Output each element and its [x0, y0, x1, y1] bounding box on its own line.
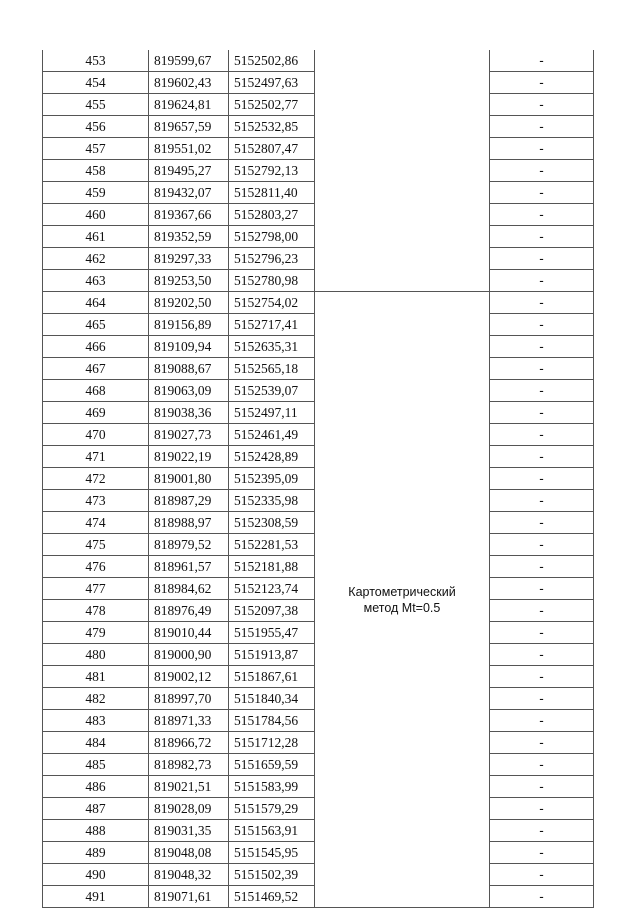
note-cell: - — [490, 732, 594, 754]
note-cell: - — [490, 314, 594, 336]
x-coordinate-cell: 819048,08 — [149, 842, 229, 864]
point-number-cell: 472 — [43, 468, 149, 490]
x-coordinate-cell: 819599,67 — [149, 50, 229, 72]
point-number-cell: 477 — [43, 578, 149, 600]
point-number-cell: 456 — [43, 116, 149, 138]
point-number-cell: 475 — [43, 534, 149, 556]
y-coordinate-cell: 5152308,59 — [229, 512, 315, 534]
y-coordinate-cell: 5152395,09 — [229, 468, 315, 490]
table-row — [43, 50, 594, 72]
method-cell-empty — [315, 270, 490, 292]
point-number-cell: 476 — [43, 556, 149, 578]
note-cell: - — [490, 116, 594, 138]
y-coordinate-cell: 5152539,07 — [229, 380, 315, 402]
x-coordinate-cell: 819048,32 — [149, 864, 229, 886]
note-cell: - — [490, 710, 594, 732]
x-coordinate-cell: 819432,07 — [149, 182, 229, 204]
x-coordinate-cell: 819367,66 — [149, 204, 229, 226]
note-cell: - — [490, 336, 594, 358]
point-number-cell: 453 — [43, 50, 149, 72]
note-cell: - — [490, 182, 594, 204]
note-cell: - — [490, 248, 594, 270]
note-cell: - — [490, 446, 594, 468]
y-coordinate-cell: 5151955,47 — [229, 622, 315, 644]
point-number-cell: 486 — [43, 776, 149, 798]
point-number-cell: 471 — [43, 446, 149, 468]
x-coordinate-cell: 819657,59 — [149, 116, 229, 138]
point-number-cell: 462 — [43, 248, 149, 270]
x-coordinate-cell: 819602,43 — [149, 72, 229, 94]
y-coordinate-cell: 5152281,53 — [229, 534, 315, 556]
note-cell: - — [490, 402, 594, 424]
y-coordinate-cell: 5152796,23 — [229, 248, 315, 270]
note-cell: - — [490, 270, 594, 292]
x-coordinate-cell: 819156,89 — [149, 314, 229, 336]
point-number-cell: 466 — [43, 336, 149, 358]
y-coordinate-cell: 5151840,34 — [229, 688, 315, 710]
method-cell-empty — [315, 226, 490, 248]
point-number-cell: 468 — [43, 380, 149, 402]
method-cell-empty — [315, 248, 490, 270]
point-number-cell: 457 — [43, 138, 149, 160]
point-number-cell: 463 — [43, 270, 149, 292]
table-row — [43, 182, 594, 204]
note-cell: - — [490, 644, 594, 666]
y-coordinate-cell: 5152502,86 — [229, 50, 315, 72]
x-coordinate-cell: 819624,81 — [149, 94, 229, 116]
y-coordinate-cell: 5151913,87 — [229, 644, 315, 666]
point-number-cell: 480 — [43, 644, 149, 666]
y-coordinate-cell: 5152097,38 — [229, 600, 315, 622]
method-cell-empty — [315, 160, 490, 182]
table-row — [43, 248, 594, 270]
note-cell: - — [490, 94, 594, 116]
y-coordinate-cell: 5152565,18 — [229, 358, 315, 380]
note-cell: - — [490, 490, 594, 512]
point-number-cell: 482 — [43, 688, 149, 710]
table-row — [43, 226, 594, 248]
note-cell: - — [490, 886, 594, 908]
point-number-cell: 491 — [43, 886, 149, 908]
x-coordinate-cell: 818961,57 — [149, 556, 229, 578]
point-number-cell: 484 — [43, 732, 149, 754]
y-coordinate-cell: 5152532,85 — [229, 116, 315, 138]
point-number-cell: 464 — [43, 292, 149, 314]
x-coordinate-cell: 819297,33 — [149, 248, 229, 270]
x-coordinate-cell: 818971,33 — [149, 710, 229, 732]
point-number-cell: 489 — [43, 842, 149, 864]
note-cell: - — [490, 556, 594, 578]
point-number-cell: 467 — [43, 358, 149, 380]
point-number-cell: 460 — [43, 204, 149, 226]
note-cell: - — [490, 578, 594, 600]
note-cell: - — [490, 776, 594, 798]
x-coordinate-cell: 818988,97 — [149, 512, 229, 534]
point-number-cell: 454 — [43, 72, 149, 94]
table-row — [43, 160, 594, 182]
x-coordinate-cell: 819002,12 — [149, 666, 229, 688]
method-cell — [315, 292, 490, 908]
point-number-cell: 487 — [43, 798, 149, 820]
note-cell: - — [490, 292, 594, 314]
x-coordinate-cell: 819021,51 — [149, 776, 229, 798]
table-row — [43, 292, 594, 314]
note-cell: - — [490, 842, 594, 864]
point-number-cell: 478 — [43, 600, 149, 622]
note-cell: - — [490, 226, 594, 248]
x-coordinate-cell: 819109,94 — [149, 336, 229, 358]
x-coordinate-cell: 819063,09 — [149, 380, 229, 402]
y-coordinate-cell: 5151712,28 — [229, 732, 315, 754]
x-coordinate-cell: 818987,29 — [149, 490, 229, 512]
y-coordinate-cell: 5152717,41 — [229, 314, 315, 336]
method-label-line-1: Картометрический — [348, 584, 456, 599]
point-number-cell: 483 — [43, 710, 149, 732]
x-coordinate-cell: 819028,09 — [149, 798, 229, 820]
x-coordinate-cell: 819038,36 — [149, 402, 229, 424]
y-coordinate-cell: 5151563,91 — [229, 820, 315, 842]
note-cell: - — [490, 622, 594, 644]
y-coordinate-cell: 5152428,89 — [229, 446, 315, 468]
y-coordinate-cell: 5152811,40 — [229, 182, 315, 204]
x-coordinate-cell: 819495,27 — [149, 160, 229, 182]
y-coordinate-cell: 5151579,29 — [229, 798, 315, 820]
note-cell: - — [490, 204, 594, 226]
x-coordinate-cell: 818984,62 — [149, 578, 229, 600]
method-cell-empty — [315, 204, 490, 226]
table-row — [43, 204, 594, 226]
method-cell-empty — [315, 94, 490, 116]
table-row — [43, 116, 594, 138]
point-number-cell: 488 — [43, 820, 149, 842]
note-cell: - — [490, 754, 594, 776]
y-coordinate-cell: 5151659,59 — [229, 754, 315, 776]
method-label-line-2: метод Mt=0.5 — [363, 600, 441, 615]
note-cell: - — [490, 666, 594, 688]
x-coordinate-cell: 819071,61 — [149, 886, 229, 908]
x-coordinate-cell: 819000,90 — [149, 644, 229, 666]
y-coordinate-cell: 5152181,88 — [229, 556, 315, 578]
x-coordinate-cell: 819027,73 — [149, 424, 229, 446]
y-coordinate-cell: 5151583,99 — [229, 776, 315, 798]
y-coordinate-cell: 5151469,52 — [229, 886, 315, 908]
method-cell-empty — [315, 116, 490, 138]
note-cell: - — [490, 468, 594, 490]
y-coordinate-cell: 5151784,56 — [229, 710, 315, 732]
table-row — [43, 72, 594, 94]
x-coordinate-cell: 818997,70 — [149, 688, 229, 710]
point-number-cell: 490 — [43, 864, 149, 886]
y-coordinate-cell: 5152461,49 — [229, 424, 315, 446]
point-number-cell: 481 — [43, 666, 149, 688]
note-cell: - — [490, 160, 594, 182]
x-coordinate-cell: 818979,52 — [149, 534, 229, 556]
note-cell: - — [490, 512, 594, 534]
point-number-cell: 473 — [43, 490, 149, 512]
note-cell: - — [490, 534, 594, 556]
y-coordinate-cell: 5151867,61 — [229, 666, 315, 688]
x-coordinate-cell: 819010,44 — [149, 622, 229, 644]
coordinates-table-body — [43, 50, 594, 908]
x-coordinate-cell: 819088,67 — [149, 358, 229, 380]
x-coordinate-cell: 819022,19 — [149, 446, 229, 468]
point-number-cell: 459 — [43, 182, 149, 204]
y-coordinate-cell: 5151545,95 — [229, 842, 315, 864]
point-number-cell: 465 — [43, 314, 149, 336]
note-cell: - — [490, 72, 594, 94]
point-number-cell: 461 — [43, 226, 149, 248]
point-number-cell: 485 — [43, 754, 149, 776]
point-number-cell: 455 — [43, 94, 149, 116]
method-cell-empty — [315, 50, 490, 72]
table-row — [43, 138, 594, 160]
point-number-cell: 479 — [43, 622, 149, 644]
x-coordinate-cell: 819202,50 — [149, 292, 229, 314]
y-coordinate-cell: 5152807,47 — [229, 138, 315, 160]
note-cell: - — [490, 138, 594, 160]
y-coordinate-cell: 5152497,11 — [229, 402, 315, 424]
y-coordinate-cell: 5152123,74 — [229, 578, 315, 600]
x-coordinate-cell: 819352,59 — [149, 226, 229, 248]
point-number-cell: 469 — [43, 402, 149, 424]
note-cell: - — [490, 600, 594, 622]
note-cell: - — [490, 820, 594, 842]
y-coordinate-cell: 5152635,31 — [229, 336, 315, 358]
y-coordinate-cell: 5152754,02 — [229, 292, 315, 314]
y-coordinate-cell: 5152798,00 — [229, 226, 315, 248]
y-coordinate-cell: 5152497,63 — [229, 72, 315, 94]
note-cell: - — [490, 864, 594, 886]
y-coordinate-cell: 5152792,13 — [229, 160, 315, 182]
point-number-cell: 470 — [43, 424, 149, 446]
point-number-cell: 458 — [43, 160, 149, 182]
x-coordinate-cell: 819253,50 — [149, 270, 229, 292]
note-cell: - — [490, 380, 594, 402]
method-cell-empty — [315, 72, 490, 94]
y-coordinate-cell: 5152335,98 — [229, 490, 315, 512]
note-cell: - — [490, 50, 594, 72]
table-row — [43, 94, 594, 116]
method-cell-empty — [315, 138, 490, 160]
note-cell: - — [490, 424, 594, 446]
point-number-cell: 474 — [43, 512, 149, 534]
y-coordinate-cell: 5151502,39 — [229, 864, 315, 886]
x-coordinate-cell: 818976,49 — [149, 600, 229, 622]
table-row — [43, 270, 594, 292]
x-coordinate-cell: 819551,02 — [149, 138, 229, 160]
x-coordinate-cell: 819031,35 — [149, 820, 229, 842]
x-coordinate-cell: 819001,80 — [149, 468, 229, 490]
y-coordinate-cell: 5152780,98 — [229, 270, 315, 292]
x-coordinate-cell: 818982,73 — [149, 754, 229, 776]
method-cell-empty — [315, 182, 490, 204]
coordinates-table — [42, 50, 594, 908]
note-cell: - — [490, 798, 594, 820]
note-cell: - — [490, 688, 594, 710]
y-coordinate-cell: 5152502,77 — [229, 94, 315, 116]
x-coordinate-cell: 818966,72 — [149, 732, 229, 754]
note-cell: - — [490, 358, 594, 380]
y-coordinate-cell: 5152803,27 — [229, 204, 315, 226]
